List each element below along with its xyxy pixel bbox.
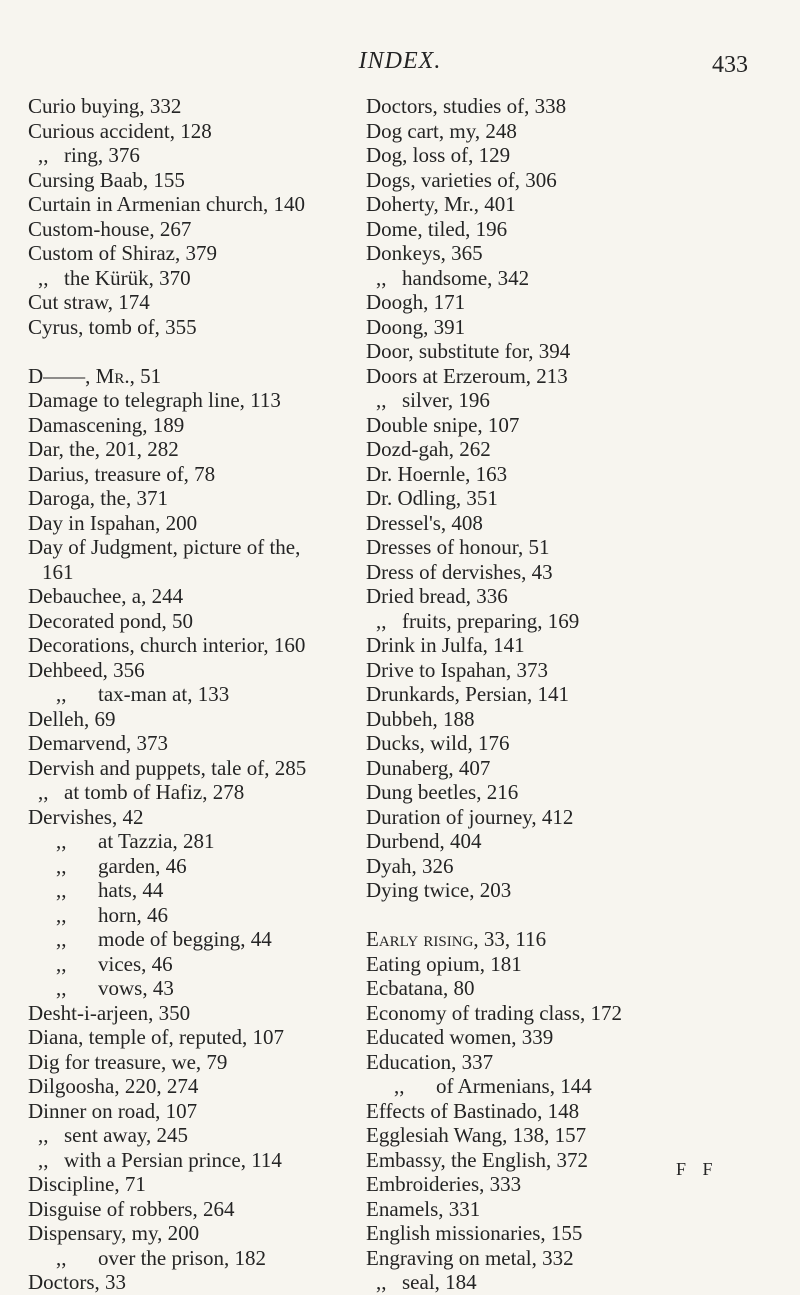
page-title: INDEX. xyxy=(358,48,442,74)
index-entry-text: horn, 46 xyxy=(98,902,168,927)
index-entry xyxy=(366,1001,786,1026)
index-entry xyxy=(366,192,786,217)
index-entry xyxy=(28,462,370,487)
ditto-mark: ,, xyxy=(38,1147,49,1172)
index-entry xyxy=(28,952,370,977)
index-entry-text: D——, Mr., 51 xyxy=(28,363,162,388)
index-entry-text: Discipline, 71 xyxy=(28,1172,146,1196)
ditto-mark: ,, xyxy=(376,265,387,290)
index-entry xyxy=(28,1246,370,1271)
index-entry-text: handsome, 342 xyxy=(402,265,530,290)
index-entry xyxy=(28,1050,370,1075)
index-entry-text: the Kürük, 370 xyxy=(64,265,191,290)
index-entry xyxy=(366,731,786,756)
index-entry xyxy=(366,437,786,462)
ditto-mark: ,, xyxy=(376,608,387,633)
index-entry-text: Dervish and puppets, tale of, 285 xyxy=(28,755,307,780)
index-entry-text: Dispensary, my, 200 xyxy=(28,1221,200,1245)
index-entry xyxy=(366,1025,786,1050)
index-entry xyxy=(366,560,786,585)
index-entry-text: Dresses of honour, 51 xyxy=(366,535,550,559)
index-entry xyxy=(366,976,786,1001)
index-entry-text: Embroideries, 333 xyxy=(366,1172,522,1196)
index-entry xyxy=(366,682,786,707)
index-entry-text: Dogs, varieties of, 306 xyxy=(366,167,557,192)
index-entry xyxy=(366,388,786,413)
index-entry xyxy=(366,1172,786,1197)
index-entry xyxy=(28,1197,370,1222)
page-number: 433 xyxy=(712,52,748,78)
index-entry xyxy=(28,1123,370,1148)
index-entry xyxy=(366,266,786,291)
index-entry xyxy=(28,756,370,781)
ditto-mark: ,, xyxy=(376,388,387,412)
index-entry xyxy=(28,315,370,340)
index-entry xyxy=(366,339,786,364)
index-entry-text: Doctors, studies of, 338 xyxy=(366,94,567,118)
index-entry xyxy=(28,878,370,903)
index-entry xyxy=(366,364,786,389)
index-entry-text: Dinner on road, 107 xyxy=(28,1098,198,1123)
index-entry-text: Doherty, Mr., 401 xyxy=(366,192,516,216)
index-entry xyxy=(28,1148,370,1173)
index-entry-text: Double snipe, 107 xyxy=(366,412,520,437)
index-entry xyxy=(28,633,370,658)
index-entry xyxy=(28,1074,370,1099)
index-entry xyxy=(366,1050,786,1075)
index-entry xyxy=(366,511,786,536)
index-column-right xyxy=(366,94,786,1295)
index-entry-text: Drink in Julfa, 141 xyxy=(366,633,525,657)
index-entry xyxy=(28,609,370,634)
index-entry xyxy=(366,658,786,683)
index-entry-text: Economy of trading class, 172 xyxy=(366,1000,623,1025)
ditto-mark: ,, xyxy=(394,1074,405,1098)
page-header xyxy=(0,46,800,80)
index-entry-text: Embassy, the English, 372 xyxy=(366,1147,589,1172)
index-entry-text: Dubbeh, 188 xyxy=(366,706,475,731)
ditto-mark: ,, xyxy=(376,1270,387,1294)
index-entry-text: Dilgoosha, 220, 274 xyxy=(28,1074,199,1098)
index-entry-text: Doors at Erzeroum, 213 xyxy=(366,363,568,388)
index-entry-text: at Tazzia, 281 xyxy=(98,829,215,853)
index-entry-text: Darius, treasure of, 78 xyxy=(28,461,216,486)
index-entry-text: 161 xyxy=(42,559,74,584)
index-entry-text: Cursing Baab, 155 xyxy=(28,167,185,192)
index-entry xyxy=(28,1221,370,1246)
index-entry-text: Durbend, 404 xyxy=(366,829,482,853)
index-entry xyxy=(28,168,370,193)
index-entry-text: Dried bread, 336 xyxy=(366,584,508,608)
index-entry-text: vows, 43 xyxy=(98,976,174,1000)
index-entry xyxy=(366,143,786,168)
index-entry-text: Drive to Ispahan, 373 xyxy=(366,657,548,682)
index-entry xyxy=(366,952,786,977)
index-entry-text: Dung beetles, 216 xyxy=(366,780,519,804)
index-entry-text: Doogh, 171 xyxy=(366,290,466,314)
index-entry xyxy=(28,707,370,732)
index-entry xyxy=(28,143,370,168)
ditto-mark: ,, xyxy=(38,265,49,290)
index-entry xyxy=(28,217,370,242)
index-entry xyxy=(28,437,370,462)
index-entry xyxy=(366,633,786,658)
index-entry-text: Dog cart, my, 248 xyxy=(366,118,517,143)
index-entry-text: Dress of dervishes, 43 xyxy=(366,559,553,584)
index-entry-text: sent away, 245 xyxy=(64,1123,189,1147)
index-entry xyxy=(366,1197,786,1222)
index-entry-text: Curtain in Armenian church, 140 xyxy=(28,192,306,216)
index-entry xyxy=(28,1172,370,1197)
index-entry-text: Ecbatana, 80 xyxy=(366,976,475,1000)
index-entry-text: Engraving on metal, 332 xyxy=(366,1245,574,1270)
index-entry xyxy=(366,1099,786,1124)
index-entry xyxy=(366,413,786,438)
index-entry-text: Education, 337 xyxy=(366,1049,494,1074)
index-entry xyxy=(366,168,786,193)
index-entry xyxy=(28,560,370,585)
index-entry xyxy=(366,854,786,879)
section-gap xyxy=(366,903,786,928)
index-entry-text: Dome, tiled, 196 xyxy=(366,216,508,241)
index-entry-text: Day in Ispahan, 200 xyxy=(28,510,198,535)
ditto-mark: ,, xyxy=(56,853,67,878)
index-entry-text: Dig for treasure, we, 79 xyxy=(28,1049,228,1074)
index-entry xyxy=(28,658,370,683)
index-entry xyxy=(28,1270,370,1295)
index-entry-text: Donkeys, 365 xyxy=(366,241,483,265)
index-entry-text: Damascening, 189 xyxy=(28,412,185,437)
index-entry xyxy=(366,1221,786,1246)
index-entry xyxy=(366,535,786,560)
index-entry-text: fruits, preparing, 169 xyxy=(402,608,580,633)
index-entry xyxy=(28,805,370,830)
index-entry-text: vices, 46 xyxy=(98,951,173,976)
index-entry xyxy=(28,192,370,217)
index-entry-text: Decorated pond, 50 xyxy=(28,608,194,633)
index-entry-text: of Armenians, 144 xyxy=(436,1074,592,1098)
index-entry xyxy=(366,290,786,315)
index-entry-text: Educated women, 339 xyxy=(366,1025,554,1049)
index-entry xyxy=(366,94,786,119)
index-entry xyxy=(366,878,786,903)
index-entry xyxy=(28,290,370,315)
index-entry xyxy=(28,266,370,291)
index-entry-text: Daroga, the, 371 xyxy=(28,486,168,510)
index-entry xyxy=(366,217,786,242)
index-entry xyxy=(366,1123,786,1148)
index-entry xyxy=(28,388,370,413)
index-entry xyxy=(28,241,370,266)
index-entry-text: Dying twice, 203 xyxy=(366,878,512,902)
index-entry xyxy=(28,535,370,560)
index-entry xyxy=(366,780,786,805)
index-entry-text: Early rising, 33, 116 xyxy=(366,927,547,951)
ditto-mark: ,, xyxy=(56,829,67,853)
index-entry xyxy=(28,584,370,609)
index-entry xyxy=(28,780,370,805)
index-entry-text: Disguise of robbers, 264 xyxy=(28,1196,235,1221)
index-entry-text: silver, 196 xyxy=(402,388,490,412)
index-entry xyxy=(366,315,786,340)
index-entry-text: Dervishes, 42 xyxy=(28,804,144,829)
index-entry xyxy=(28,927,370,952)
ditto-mark: ,, xyxy=(56,927,67,951)
index-entry-text: garden, 46 xyxy=(98,853,187,878)
ditto-mark: ,, xyxy=(56,682,67,706)
index-entry-text: Dog, loss of, 129 xyxy=(366,143,511,167)
index-entry xyxy=(366,707,786,732)
index-entry-text: Custom-house, 267 xyxy=(28,216,192,241)
index-entry xyxy=(366,119,786,144)
index-entry-text: Diana, temple of, reputed, 107 xyxy=(28,1025,284,1049)
index-entry-text: Damage to telegraph line, 113 xyxy=(28,388,281,412)
index-entry xyxy=(28,854,370,879)
index-entry xyxy=(28,829,370,854)
index-entry-text: Debauchee, a, 244 xyxy=(28,584,184,608)
index-entry-text: Curious accident, 128 xyxy=(28,118,212,143)
index-entry xyxy=(28,1025,370,1050)
index-entry xyxy=(28,1099,370,1124)
section-gap xyxy=(28,339,370,364)
index-entry xyxy=(28,413,370,438)
ditto-mark: ,, xyxy=(56,951,67,976)
index-entry xyxy=(28,94,370,119)
index-entry xyxy=(28,119,370,144)
index-entry-text: Doong, 391 xyxy=(366,314,466,339)
index-entry xyxy=(28,511,370,536)
index-entry-text: Dunaberg, 407 xyxy=(366,755,491,780)
index-entry xyxy=(366,462,786,487)
index-entry-text: Cyrus, tomb of, 355 xyxy=(28,314,197,339)
ditto-mark: ,, xyxy=(56,878,67,902)
index-entry-text: Dar, the, 201, 282 xyxy=(28,437,179,461)
ditto-mark: ,, xyxy=(56,976,67,1000)
index-entry-text: ring, 376 xyxy=(64,143,140,167)
index-entry xyxy=(28,903,370,928)
index-column-left xyxy=(28,94,370,1295)
index-entry-text: Duration of journey, 412 xyxy=(366,804,574,829)
index-entry xyxy=(366,241,786,266)
index-entry-text: over the prison, 182 xyxy=(98,1245,266,1270)
index-entry-text: Decorations, church interior, 160 xyxy=(28,633,306,657)
index-entry xyxy=(366,1270,786,1295)
index-entry xyxy=(366,584,786,609)
index-entry xyxy=(28,731,370,756)
index-entry-text: Custom of Shiraz, 379 xyxy=(28,241,217,265)
index-entry xyxy=(366,805,786,830)
index-entry xyxy=(366,1148,786,1173)
index-entry-text: Dr. Odling, 351 xyxy=(366,486,498,510)
index-entry-text: Delleh, 69 xyxy=(28,706,116,731)
index-entry-text: Day of Judgment, picture of the, xyxy=(28,535,301,559)
index-entry-text: Dozd-gah, 262 xyxy=(366,437,491,461)
index-entry-text: mode of begging, 44 xyxy=(98,927,272,951)
index-entry-text: Doctors, 33 xyxy=(28,1270,126,1294)
index-entry xyxy=(366,1246,786,1271)
index-entry xyxy=(366,927,786,952)
index-entry-text: Dressel's, 408 xyxy=(366,510,483,535)
index-entry-text: at tomb of Hafiz, 278 xyxy=(64,780,245,804)
index-entry xyxy=(28,976,370,1001)
index-entry-text: Dehbeed, 356 xyxy=(28,657,145,682)
index-entry xyxy=(28,364,370,389)
ditto-mark: ,, xyxy=(56,1245,67,1270)
index-entry-text: Drunkards, Persian, 141 xyxy=(366,682,569,706)
index-entry-text: English missionaries, 155 xyxy=(366,1221,583,1245)
index-entry xyxy=(366,486,786,511)
index-entry-text: Desht-i-arjeen, 350 xyxy=(28,1000,191,1025)
index-entry xyxy=(366,756,786,781)
index-entry-text: Dr. Hoernle, 163 xyxy=(366,461,508,486)
ditto-mark: ,, xyxy=(56,902,67,927)
index-entry-text: Curio buying, 332 xyxy=(28,94,182,118)
index-entry xyxy=(28,682,370,707)
index-entry-text: Eating opium, 181 xyxy=(366,951,522,976)
index-entry xyxy=(28,486,370,511)
index-entry-text: Dyah, 326 xyxy=(366,853,454,878)
index-entry-text: hats, 44 xyxy=(98,878,164,902)
signature-mark: F F xyxy=(676,1159,719,1179)
index-entry xyxy=(366,829,786,854)
ditto-mark: ,, xyxy=(38,1123,49,1147)
index-entry-text: Egglesiah Wang, 138, 157 xyxy=(366,1123,587,1147)
ditto-mark: ,, xyxy=(38,780,49,804)
index-entry-text: Effects of Bastinado, 148 xyxy=(366,1098,580,1123)
index-entry-text: Enamels, 331 xyxy=(366,1196,481,1221)
index-entry-text: Demarvend, 373 xyxy=(28,731,168,755)
index-entry xyxy=(366,609,786,634)
index-entry-text: with a Persian prince, 114 xyxy=(64,1147,282,1172)
index-entry-text: seal, 184 xyxy=(402,1270,477,1294)
index-entry xyxy=(366,1074,786,1099)
index-entry-text: tax-man at, 133 xyxy=(98,682,230,706)
index-entry xyxy=(28,1001,370,1026)
index-entry-text: Ducks, wild, 176 xyxy=(366,731,510,755)
index-entry-text: Door, substitute for, 394 xyxy=(366,339,571,363)
index-entry-text: Cut straw, 174 xyxy=(28,290,150,314)
ditto-mark: ,, xyxy=(38,143,49,167)
